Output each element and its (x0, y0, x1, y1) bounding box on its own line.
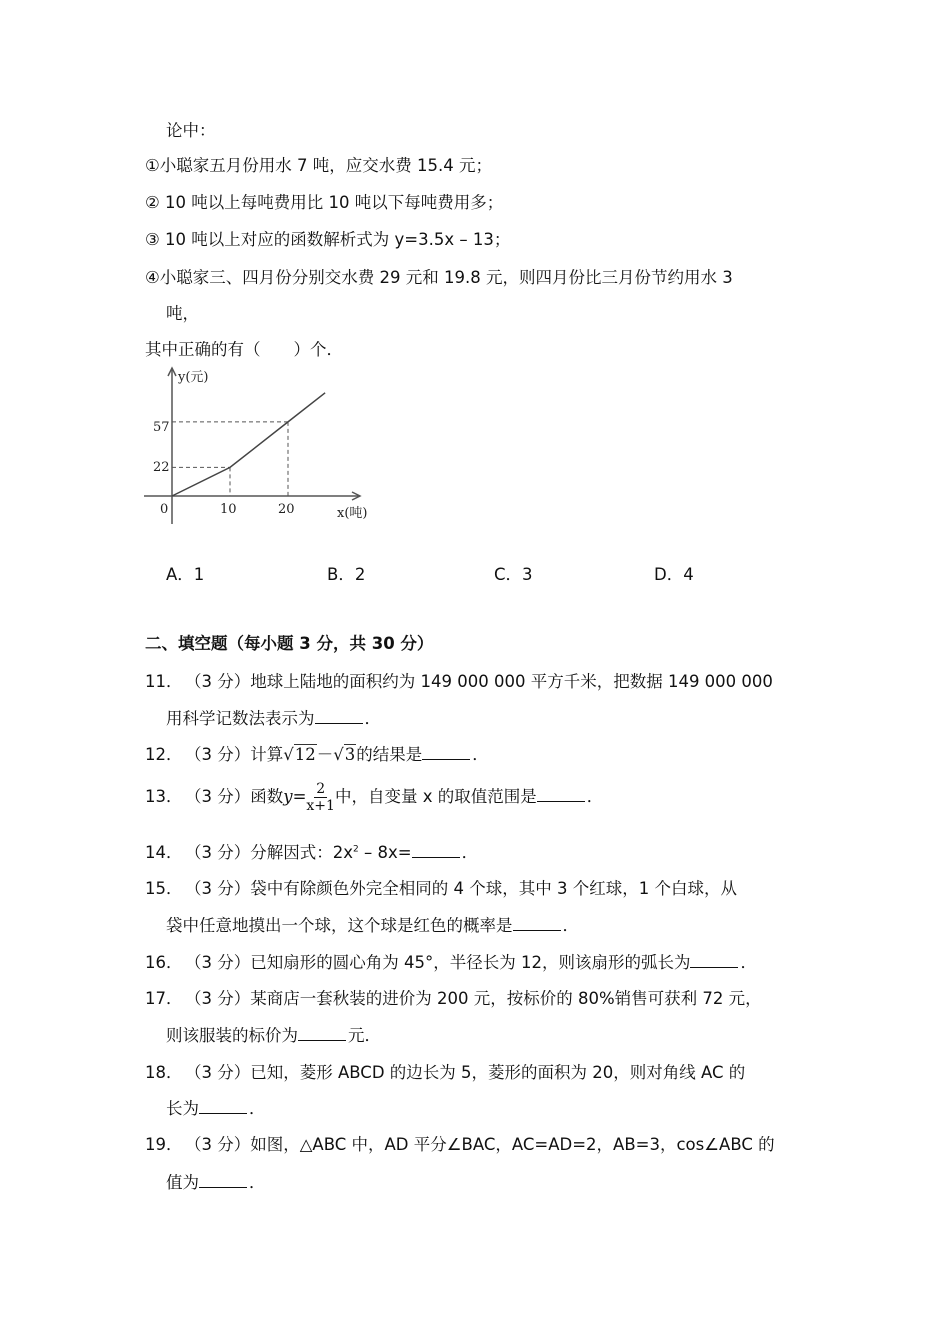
item-text: （3 分）某商店一套秋装的进价为 200 元，按标价的 80%销售可获利 72 元， (185, 989, 762, 1008)
answer-blank[interactable] (412, 843, 460, 858)
statement-1: ①小聪家五月份用水 7 吨，应交水费 15.4 元； (145, 156, 493, 175)
item-number: 14． (145, 843, 183, 862)
item-13 (145, 781, 603, 814)
item-number: 19． (145, 1135, 183, 1154)
option-c[interactable]: C．3 (494, 565, 533, 584)
item-end: ． (586, 787, 604, 806)
item-number: 12． (145, 745, 183, 764)
item-12 (145, 741, 489, 765)
numerator: 2 (316, 781, 326, 797)
item-text: 袋中任意地摸出一个球，这个球是红色的概率是 (166, 916, 513, 935)
item-text: （3 分）分解因式：2x (185, 843, 354, 862)
origin-label: 0 (160, 502, 169, 517)
item-number: 18． (145, 1063, 183, 1082)
fee-line (172, 393, 325, 496)
item-14 (145, 839, 478, 863)
item-19 (145, 1131, 775, 1155)
water-fee-graph (140, 362, 380, 530)
item-end: ． (249, 1173, 266, 1192)
item-text: 长为 (166, 1099, 199, 1118)
answer-blank[interactable] (315, 709, 363, 724)
item-15-cont (166, 912, 579, 936)
item-text: 值为 (166, 1173, 199, 1192)
item-end: ． (740, 953, 757, 972)
item-text: （3 分）函数 (185, 787, 284, 806)
item-text: 的结果是 (356, 745, 423, 764)
item-end: 元． (348, 1026, 381, 1045)
item-text: 中，自变量 x 的取值范围是 (334, 787, 537, 806)
radicand: 3 (344, 745, 356, 764)
option-b[interactable]: B．2 (327, 565, 366, 584)
item-number: 17． (145, 989, 183, 1008)
x-tick-20: 20 (278, 502, 295, 517)
answer-blank[interactable] (199, 1099, 247, 1114)
sqrt-3: √3 (333, 745, 356, 764)
intro-lead: 论中： (166, 121, 216, 140)
answer-blank[interactable] (422, 745, 470, 760)
y-tick-57: 57 (153, 420, 170, 435)
answer-blank[interactable] (298, 1026, 346, 1041)
item-number: 11． (145, 672, 183, 691)
answer-blank[interactable] (690, 953, 738, 968)
item-11 (145, 668, 773, 692)
minus-sign: － (316, 745, 334, 764)
y-axis-label: y(元) (178, 370, 209, 385)
item-text: （3 分）袋中有除颜色外完全相同的 4 个球，其中 3 个红球，1 个白球，从 (185, 879, 737, 898)
item-end: ． (364, 709, 381, 728)
question-text: 其中正确的有（ ）个． (145, 340, 343, 359)
item-17-cont (166, 1022, 381, 1046)
answer-blank[interactable] (199, 1173, 247, 1188)
item-17 (145, 985, 762, 1009)
item-end: ． (472, 745, 489, 764)
section-title: 二、填空题（每小题 3 分，共 30 分） (145, 634, 434, 653)
item-end: ． (562, 916, 579, 935)
radicand: 12 (294, 745, 316, 764)
sqrt-12: √12 (283, 745, 316, 764)
function-y: y= (283, 787, 307, 806)
item-11-cont (166, 705, 381, 729)
statement-4-cont: 吨， (166, 304, 199, 323)
item-18-cont (166, 1095, 266, 1119)
option-d[interactable]: D．4 (654, 565, 694, 584)
statement-3: ③ 10 吨以上对应的函数解析式为 y=3.5x – 13； (145, 230, 511, 249)
statement-4: ④小聪家三、四月份分别交水费 29 元和 19.8 元，则四月份比三月份节约用水 3 (145, 268, 733, 287)
x-axis-label: x(吨) (337, 506, 368, 521)
item-end: ． (249, 1099, 266, 1118)
denominator: x+1 (306, 798, 335, 814)
item-text: （3 分）如图，△ABC 中，AD 平分∠BAC，AC=AD=2，AB=3，cos∠ABC 的 (185, 1135, 775, 1154)
item-text: （3 分）计算 (185, 745, 284, 764)
statement-2: ② 10 吨以上每吨费用比 10 吨以下每吨费用多； (145, 193, 504, 212)
item-18 (145, 1059, 745, 1083)
item-16 (145, 949, 757, 973)
option-a[interactable]: A．1 (166, 565, 205, 584)
answer-blank[interactable] (537, 787, 585, 802)
exponent: 2 (353, 844, 359, 855)
item-number: 15． (145, 879, 183, 898)
x-tick-10: 10 (220, 502, 237, 517)
y-tick-22: 22 (153, 460, 170, 475)
item-text: （3 分）已知，菱形 ABCD 的边长为 5，菱形的面积为 20，则对角线 AC 的 (185, 1063, 746, 1082)
item-text: （3 分）地球上陆地的面积约为 149 000 000 平方千米，把数据 149 000 000 (185, 672, 773, 691)
item-19-cont (166, 1169, 266, 1193)
item-end: ． (461, 843, 479, 862)
answer-blank[interactable] (513, 916, 561, 931)
item-number: 13． (145, 787, 183, 806)
item-15 (145, 875, 737, 899)
fraction (306, 781, 335, 814)
item-number: 16． (145, 953, 183, 972)
item-text: 用科学记数法表示为 (166, 709, 315, 728)
item-text: – 8x= (358, 843, 412, 862)
item-text: （3 分）已知扇形的圆心角为 45°，半径长为 12，则该扇形的弧长为 (185, 953, 691, 972)
item-text: 则该服装的标价为 (166, 1026, 298, 1045)
